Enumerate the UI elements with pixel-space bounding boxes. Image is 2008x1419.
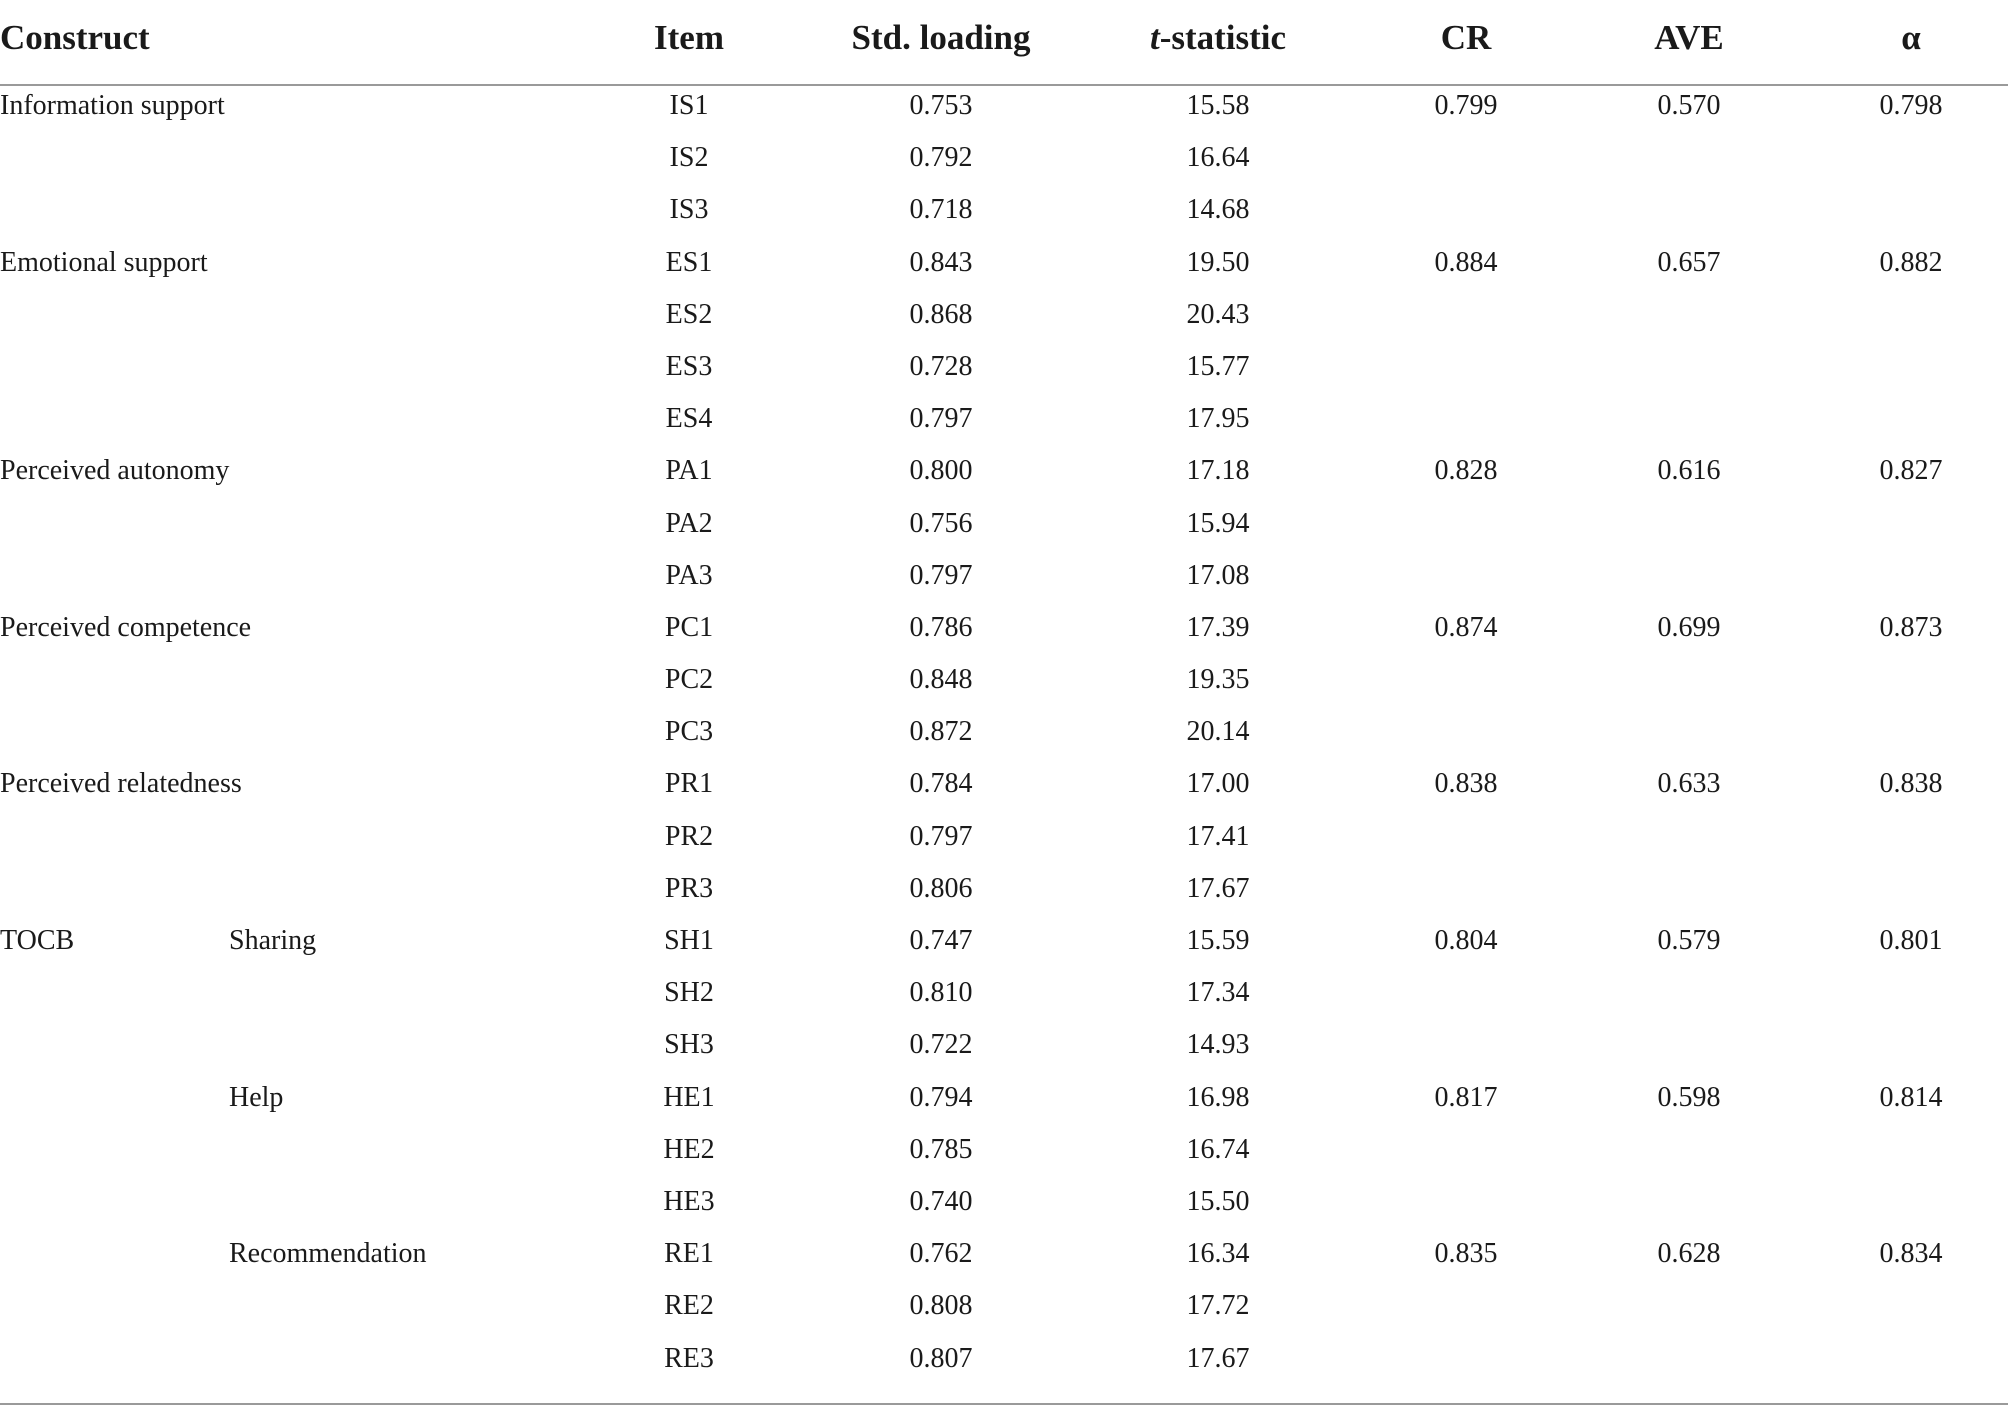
header-alpha: α	[1901, 18, 1921, 57]
cell-std-loading: 0.718	[909, 194, 973, 226]
cell-t-statistic: 17.41	[1186, 820, 1250, 852]
cell-std-loading: 0.756	[909, 507, 973, 539]
cell-alpha: 0.838	[1879, 768, 1943, 800]
table-row	[0, 1180, 2008, 1232]
cell-std-loading: 0.728	[909, 350, 973, 382]
cell-alpha: 0.873	[1879, 611, 1943, 643]
cell-std-loading: 0.747	[909, 925, 973, 956]
header-std-loading: Std. loading	[851, 18, 1031, 57]
cell-alpha: 0.801	[1879, 925, 1943, 956]
cell-item: ES3	[665, 350, 713, 382]
cell-std-loading: 0.794	[909, 1081, 973, 1113]
cell-ave: 0.616	[1657, 455, 1721, 487]
cell-t-statistic: 14.93	[1186, 1029, 1250, 1061]
table-row	[0, 241, 2008, 293]
cell-ave: 0.657	[1657, 246, 1721, 278]
cell-ave: 0.699	[1657, 611, 1721, 643]
header-t-rest: -statistic	[1159, 18, 1287, 57]
header-ave: AVE	[1654, 18, 1724, 57]
cell-subconstruct: Sharing	[229, 925, 317, 956]
cell-construct: Emotional support	[0, 246, 208, 278]
cell-item: ES1	[665, 246, 713, 278]
cell-std-loading: 0.797	[909, 403, 973, 435]
cell-std-loading: 0.872	[909, 716, 973, 748]
table-row	[0, 1284, 2008, 1336]
cell-std-loading: 0.792	[909, 142, 973, 174]
cell-subconstruct: Recommendation	[229, 1238, 427, 1270]
cell-std-loading: 0.800	[909, 455, 973, 487]
cell-ave: 0.579	[1657, 925, 1721, 956]
bottom-rule	[0, 1403, 2008, 1405]
cell-cr: 0.804	[1434, 925, 1498, 956]
cell-item: PC2	[664, 664, 714, 696]
table-row	[0, 136, 2008, 188]
cell-alpha: 0.814	[1879, 1081, 1943, 1113]
cell-t-statistic: 17.08	[1186, 559, 1250, 591]
cell-construct: Perceived competence	[0, 611, 252, 643]
cell-alpha: 0.834	[1879, 1238, 1943, 1270]
cell-item: PC1	[664, 611, 714, 643]
cell-item: IS3	[669, 194, 709, 226]
cell-item: ES2	[665, 298, 713, 330]
cell-std-loading: 0.868	[909, 298, 973, 330]
cell-item: SH1	[664, 925, 714, 956]
cell-t-statistic: 15.58	[1186, 90, 1250, 121]
header-item: Item	[654, 18, 724, 57]
table-row	[0, 1128, 2008, 1180]
table-body	[0, 84, 2008, 1389]
cell-t-statistic: 17.34	[1186, 977, 1250, 1009]
cell-item: RE2	[664, 1290, 714, 1322]
cell-t-statistic: 17.67	[1186, 1342, 1250, 1374]
cell-item: PA2	[665, 507, 713, 539]
cell-t-statistic: 16.74	[1186, 1133, 1250, 1165]
header-t-statistic	[1150, 18, 1286, 58]
table-row	[0, 554, 2008, 606]
cell-cr: 0.884	[1434, 246, 1498, 278]
cell-item: PA3	[665, 559, 713, 591]
cell-item: RE1	[664, 1238, 714, 1270]
table-row	[0, 658, 2008, 710]
cell-t-statistic: 15.77	[1186, 350, 1250, 382]
cell-alpha: 0.798	[1879, 90, 1943, 121]
cell-item: PR3	[664, 872, 714, 904]
cell-t-statistic: 14.68	[1186, 194, 1250, 226]
table-row	[0, 762, 2008, 814]
table-row	[0, 1023, 2008, 1075]
cell-item: PC3	[664, 716, 714, 748]
cell-t-statistic: 20.43	[1186, 298, 1250, 330]
cell-item: IS1	[669, 90, 709, 121]
cell-t-statistic: 17.95	[1186, 403, 1250, 435]
cell-t-statistic: 17.67	[1186, 872, 1250, 904]
table-row	[0, 397, 2008, 449]
table-row	[0, 919, 2008, 971]
cell-item: PA1	[665, 455, 713, 487]
cell-item: HE3	[663, 1185, 715, 1217]
cell-std-loading: 0.784	[909, 768, 973, 800]
table-row	[0, 293, 2008, 345]
cell-subconstruct: Help	[229, 1081, 284, 1113]
cell-t-statistic: 16.64	[1186, 142, 1250, 174]
cell-cr: 0.817	[1434, 1081, 1498, 1113]
cell-t-statistic: 20.14	[1186, 716, 1250, 748]
cell-t-statistic: 17.18	[1186, 455, 1250, 487]
cell-alpha: 0.882	[1879, 246, 1943, 278]
cell-t-statistic: 17.00	[1186, 768, 1250, 800]
table-row	[0, 1232, 2008, 1284]
cell-cr: 0.799	[1434, 90, 1498, 121]
cell-std-loading: 0.722	[909, 1029, 973, 1061]
table-row	[0, 1337, 2008, 1389]
table-row	[0, 1076, 2008, 1128]
cell-t-statistic: 19.35	[1186, 664, 1250, 696]
cell-t-statistic: 15.50	[1186, 1185, 1250, 1217]
cell-construct: TOCB	[0, 925, 75, 956]
cell-t-statistic: 17.72	[1186, 1290, 1250, 1322]
cell-item: RE3	[664, 1342, 714, 1374]
cell-item: HE1	[663, 1081, 715, 1113]
cell-std-loading: 0.797	[909, 820, 973, 852]
cell-item: IS2	[669, 142, 709, 174]
cell-t-statistic: 16.98	[1186, 1081, 1250, 1113]
cell-std-loading: 0.810	[909, 977, 973, 1009]
cell-item: PR2	[664, 820, 714, 852]
cell-std-loading: 0.807	[909, 1342, 973, 1374]
cell-cr: 0.828	[1434, 455, 1498, 487]
cell-item: HE2	[663, 1133, 715, 1165]
cell-std-loading: 0.843	[909, 246, 973, 278]
cell-t-statistic: 16.34	[1186, 1238, 1250, 1270]
cell-std-loading: 0.797	[909, 559, 973, 591]
cell-item: SH2	[664, 977, 714, 1009]
cell-std-loading: 0.753	[909, 90, 973, 121]
cell-std-loading: 0.762	[909, 1238, 973, 1270]
cell-item: PR1	[664, 768, 714, 800]
header-cr: CR	[1440, 18, 1492, 57]
cell-cr: 0.838	[1434, 768, 1498, 800]
cell-construct: Perceived relatedness	[0, 768, 242, 800]
table-row	[0, 502, 2008, 554]
table-row	[0, 867, 2008, 919]
header-t-italic: t	[1149, 18, 1160, 57]
cell-std-loading: 0.786	[909, 611, 973, 643]
cell-cr: 0.835	[1434, 1238, 1498, 1270]
table-row	[0, 606, 2008, 658]
cell-std-loading: 0.808	[909, 1290, 973, 1322]
cell-std-loading: 0.848	[909, 664, 973, 696]
cell-t-statistic: 19.50	[1186, 246, 1250, 278]
cell-std-loading: 0.740	[909, 1185, 973, 1217]
cell-ave: 0.570	[1657, 90, 1721, 121]
table-row	[0, 815, 2008, 867]
cell-t-statistic: 17.39	[1186, 611, 1250, 643]
cell-cr: 0.874	[1434, 611, 1498, 643]
cell-item: ES4	[665, 403, 713, 435]
cell-std-loading: 0.806	[909, 872, 973, 904]
cell-ave: 0.628	[1657, 1238, 1721, 1270]
cell-alpha: 0.827	[1879, 455, 1943, 487]
table-row	[0, 449, 2008, 501]
table-row	[0, 188, 2008, 240]
cell-ave: 0.633	[1657, 768, 1721, 800]
cell-t-statistic: 15.94	[1186, 507, 1250, 539]
table-header	[0, 0, 2008, 86]
table-row	[0, 345, 2008, 397]
table-row	[0, 84, 2008, 136]
table-row	[0, 710, 2008, 762]
cell-construct: Information support	[0, 90, 225, 121]
cell-item: SH3	[664, 1029, 714, 1061]
cell-t-statistic: 15.59	[1186, 925, 1250, 956]
cell-std-loading: 0.785	[909, 1133, 973, 1165]
cell-construct: Perceived autonomy	[0, 455, 230, 487]
header-construct: Construct	[0, 18, 150, 57]
table-row	[0, 971, 2008, 1023]
cell-ave: 0.598	[1657, 1081, 1721, 1113]
